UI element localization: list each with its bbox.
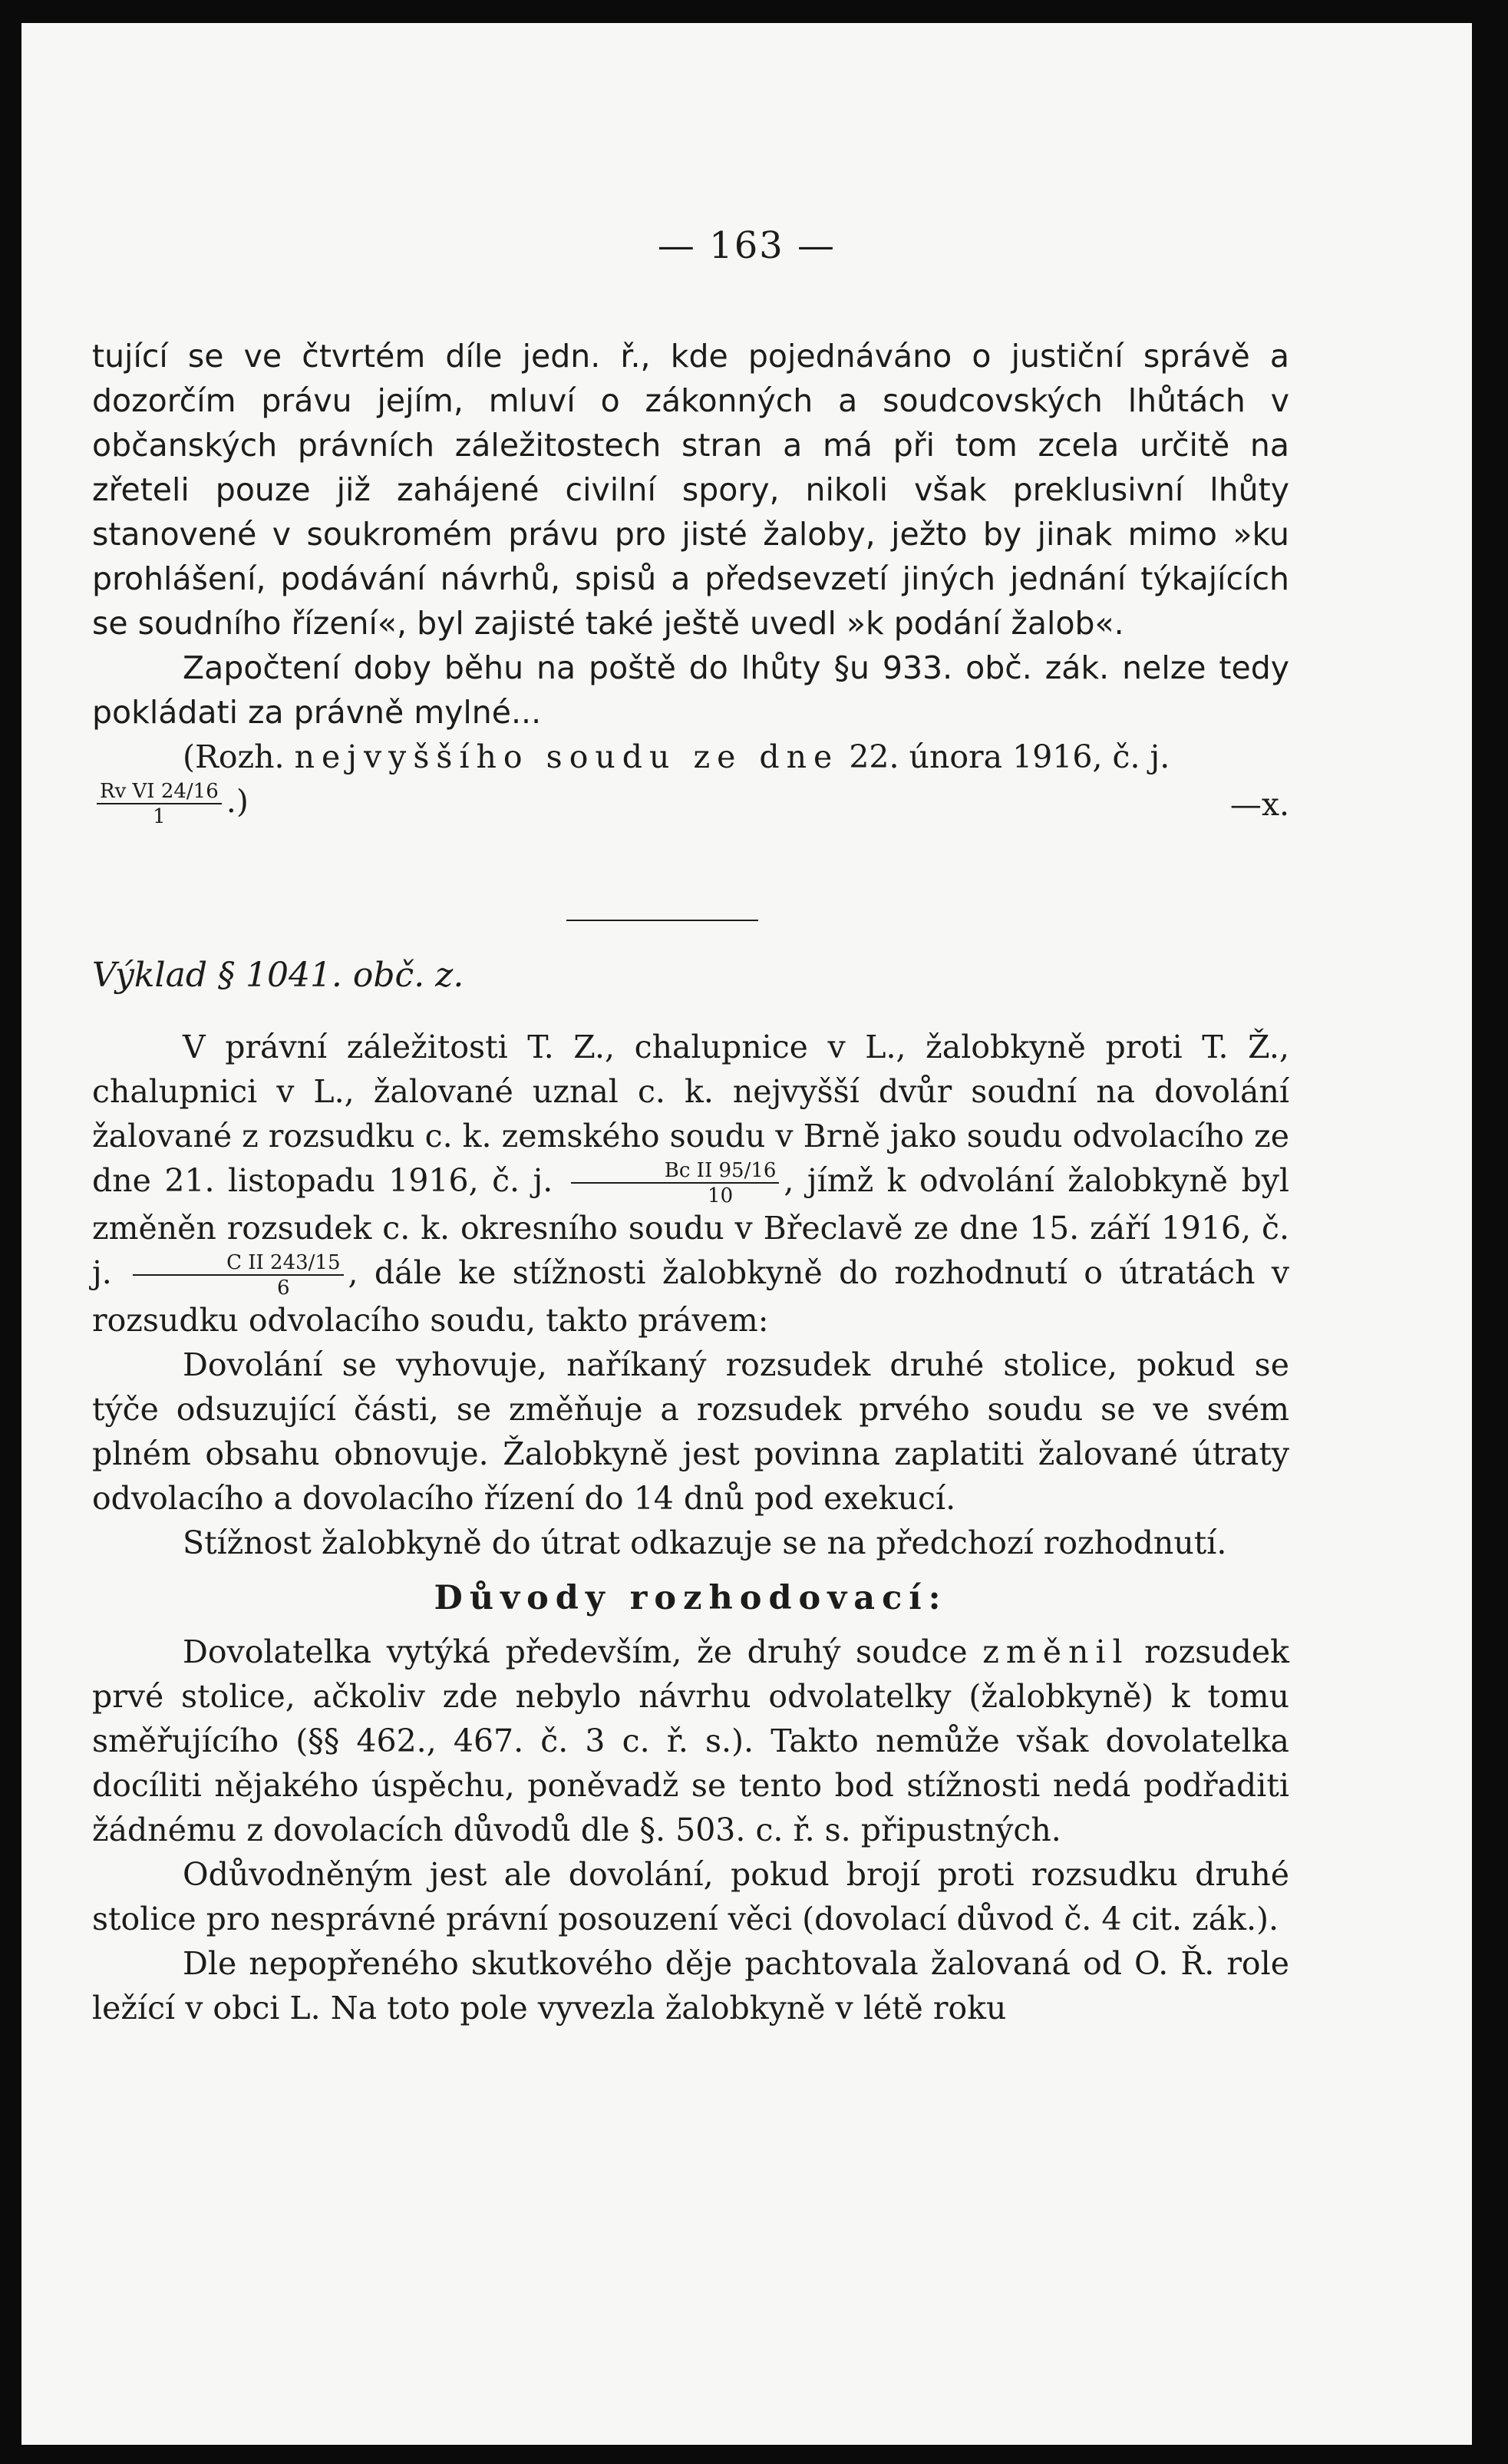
- citation-date: 22. února 1916, č. j.: [839, 738, 1170, 775]
- case-ref-1-num: Bc II 95/16: [571, 1161, 780, 1184]
- case-ref-fraction-2: [133, 1253, 343, 1298]
- paragraph-verdict: Dovolání se vyhovuje, naříkaný rozsudek druhé stolice, pokud se týče odsuzující části, se změňuje a rozsudek prvého soudu se ve svém plném obsahu obnovuje. Žalobkyně jest povinna zaplatiti žalované útraty odvolacího a dovolacího řízení do 14 dnů pod exekucí.: [92, 1346, 1289, 1517]
- case-ref-1-den: 10: [708, 1184, 734, 1207]
- citation-ref-num: Rv VI 24/16: [97, 781, 222, 804]
- case-ref-2-num: C II 243/15: [133, 1253, 343, 1276]
- paragraph-costs-complaint: Stížnost žalobkyně do útrat odkazuje se na předchozí rozhodnutí.: [183, 1524, 1227, 1561]
- reasons-1-a: Dovolatelka vytýká především, že druhý soudce: [183, 1633, 983, 1670]
- body-main: [92, 1025, 1289, 2030]
- body-top: [92, 334, 1289, 828]
- paragraph-conclusion: Započtení doby běhu na poště do lhůty §u 933. obč. zák. nelze tedy pokládati za právně mylné...: [92, 649, 1289, 731]
- citation-ref-fraction: [97, 781, 222, 827]
- citation-prefix: (Rozh.: [183, 738, 295, 775]
- case-intro-c: , dále ke stížnosti žalobkyně do rozhodnutí o útratách v rozsudku odvolacího soudu, takto právem:: [92, 1254, 1289, 1339]
- paragraph-continuation: tující se ve čtvrtém díle jedn. ř., kde pojednáváno o justiční správě a dozorčím právu jejím, mluví o zákonných a soudcovských lhůtách v občanských právních záležitostech stran a má při tom zcela určitě na zřeteli pouze již zahájené civilní spory, nikoli však preklusivní lhůty stanovené v soukromém právu pro jisté žaloby, ježto by jinak mimo »ku prohlášení, podávání návrhů, spisů a předsevzetí jiných jednání týkajících se soudního řízení«, byl zajisté také ještě uvedl »k podání žalob«.: [92, 338, 1289, 642]
- reasons-1-b: rozsudek prvé stolice, ačkoliv zde nebylo návrhu odvolatelky (žalobkyně) k tomu směřujícího (§§ 462., 467. č. 3 c. ř. s.). Takto nemůže však dovolatelka docíliti nějakého úspěchu, poněvadž se tento bod stížnosti nedá podřaditi žádnému z dovolacích důvodů dle §. 503. c. ř. s. připustných.: [92, 1633, 1289, 1848]
- section-heading: Výklad § 1041. obč. z.: [92, 956, 464, 995]
- paragraph-reasons-3: Dle nepopřeného skutkového děje pachtovala žalovaná od O. Ř. role ležící v obci L. Na toto pole vyvezla žalobkyně v létě roku: [92, 1945, 1289, 2026]
- author-signature: —x.: [1229, 786, 1289, 823]
- page-number: — 163 —: [657, 224, 836, 267]
- reasons-title: Důvody rozhodovací:: [434, 1579, 948, 1617]
- case-intro-a: V právní záležitosti T. Z., chalupnice v L., žalobkyně proti T. Ž., chalupnici v L., žalované uznal c. k. nejvyšší dvůr soudní na dovolání žalované z rozsudku c. k. zemského soudu v Brně jako soudu odvolacího ze dne 21. listopadu 1916, č. j.: [92, 1029, 1289, 1199]
- case-intro-b: , jímž k odvolání žalobkyně byl změněn rozsudek c. k. okresního soudu v Břeclavě ze dne 15. září 1916, č. j.: [92, 1162, 1290, 1291]
- citation-close: .): [226, 783, 249, 820]
- citation-court: nejvyššího soudu ze dne: [294, 738, 840, 775]
- paragraph-reasons-1: [92, 1630, 1289, 1852]
- case-ref-2-den: 6: [277, 1277, 290, 1300]
- reasons-1-emphasis: změnil: [982, 1633, 1130, 1670]
- case-ref-fraction-1: [571, 1161, 780, 1206]
- document-page: [21, 23, 1472, 2445]
- citation-ref-den: 1: [153, 805, 166, 828]
- section-divider: [566, 920, 758, 921]
- citation-ref-row: [92, 779, 1289, 828]
- decision-citation: [92, 735, 1289, 779]
- paragraph-reasons-2: Odůvodněným jest ale dovolání, pokud brojí proti rozsudku druhé stolice pro nesprávné právní posouzení věci (dovolací důvod č. 4 cit. zák.).: [92, 1856, 1289, 1937]
- paragraph-case-intro: [92, 1025, 1289, 1343]
